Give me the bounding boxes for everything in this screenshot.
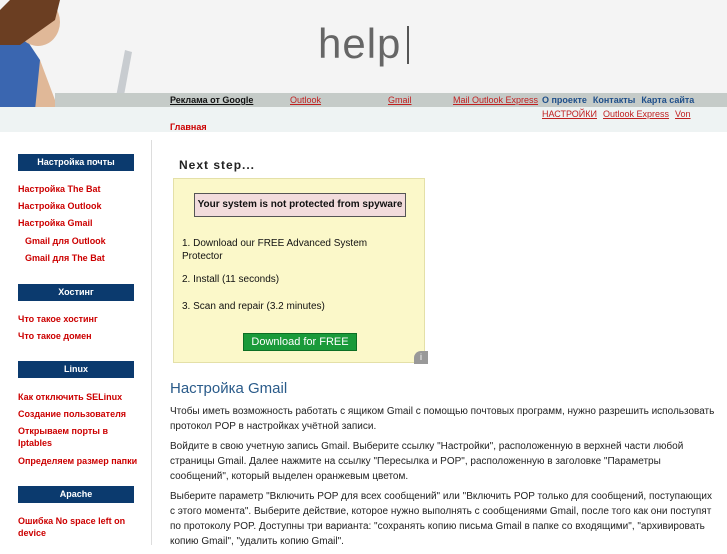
article-paragraph: Войдите в свою учетную запись Gmail. Выберите ссылку "Настройки", расположенную в верхней части любой страницы Gmail. Далее нажмите на ссылку "Пересылка и POP", расположенную в заголовке "Параметры сообщений", который выделен оранжевым цветом. — [170, 441, 684, 482]
nav-outlook[interactable]: Outlook — [290, 95, 322, 105]
sidebar-heading: Linux — [18, 361, 134, 378]
sidebar-link[interactable]: Gmail для The Bat — [25, 253, 105, 263]
ad-box — [173, 178, 425, 363]
sidebar-link[interactable]: Gmail для Outlook — [25, 236, 106, 246]
site-logo: help — [318, 20, 402, 67]
nav-contacts[interactable]: Контакты — [592, 95, 636, 105]
ad-step: 2. Install (11 seconds) — [182, 274, 280, 285]
sidebar-link[interactable]: Определяем размер папки — [18, 456, 138, 466]
ads-by-google-link[interactable]: Реклама от Google — [170, 95, 254, 105]
sidebar-link[interactable]: Как отключить SELinux — [18, 392, 123, 402]
sidebar-link[interactable]: Настройка Outlook — [18, 201, 102, 211]
info-icon[interactable]: i — [414, 351, 428, 364]
ad-step: 3. Scan and repair (3.2 minutes) — [182, 301, 325, 312]
nav-von[interactable]: Von — [675, 109, 691, 119]
article-paragraph: Чтобы иметь возможность работать с ящиком Gmail с помощью почтовых программ, нужно разрешить использовать протокол POP в настройках учётной записи. — [170, 406, 715, 432]
nav-about[interactable]: О проекте — [542, 95, 587, 105]
ad-warning: Your system is not protected from spyware — [194, 193, 406, 217]
sidebar-heading: Apache — [18, 486, 134, 503]
sidebar-link[interactable]: Открываем порты в Iptables — [18, 426, 108, 448]
sidebar-link[interactable]: Что такое хостинг — [18, 314, 98, 324]
nav-row-secondary — [542, 109, 727, 120]
nav-gmail[interactable]: Gmail — [388, 95, 412, 105]
ad-heading: Next step... — [179, 158, 256, 172]
article-title: Настройка Gmail — [170, 380, 288, 397]
nav-row-primary — [542, 95, 727, 106]
ad-step: 1. Download our FREE Advanced System Protector — [182, 238, 368, 262]
sidebar-heading: Настройка почты — [18, 154, 134, 171]
nav-sitemap[interactable]: Карта сайта — [641, 95, 695, 105]
download-button[interactable]: Download for FREE — [243, 333, 357, 351]
sidebar-link[interactable]: Создание пользователя — [18, 409, 127, 419]
sidebar-link[interactable]: Настройка The Bat — [18, 184, 101, 194]
nav-outlook-express[interactable]: Outlook Express — [603, 109, 670, 119]
nav-settings[interactable]: НАСТРОЙКИ — [542, 109, 597, 119]
article-paragraph: Выберите параметр "Включить POP для всех сообщений" или "Включить POP только для сообщений, поступающих с этого момента". Выберите действие, которое нужно выполнять с сообщениями Gmail, после того как они поступят по протоколу POP. Доступны три варианта: "сохранять копию письма Gmail в папке со входящими", "архивировать копию Gmail", "удалить копию Gmail". — [170, 491, 712, 547]
breadcrumb-home[interactable]: Главная — [170, 122, 207, 132]
sidebar-heading: Хостинг — [18, 284, 134, 301]
sidebar-link[interactable]: Ошибка No space left on device — [18, 516, 126, 538]
sidebar-link[interactable]: Настройка Gmail — [18, 218, 93, 228]
sidebar-link[interactable]: Что такое домен — [18, 331, 92, 341]
divider — [151, 140, 152, 545]
article — [170, 380, 715, 554]
nav-mail-outlook-express[interactable]: Mail Outlook Express — [453, 95, 539, 105]
